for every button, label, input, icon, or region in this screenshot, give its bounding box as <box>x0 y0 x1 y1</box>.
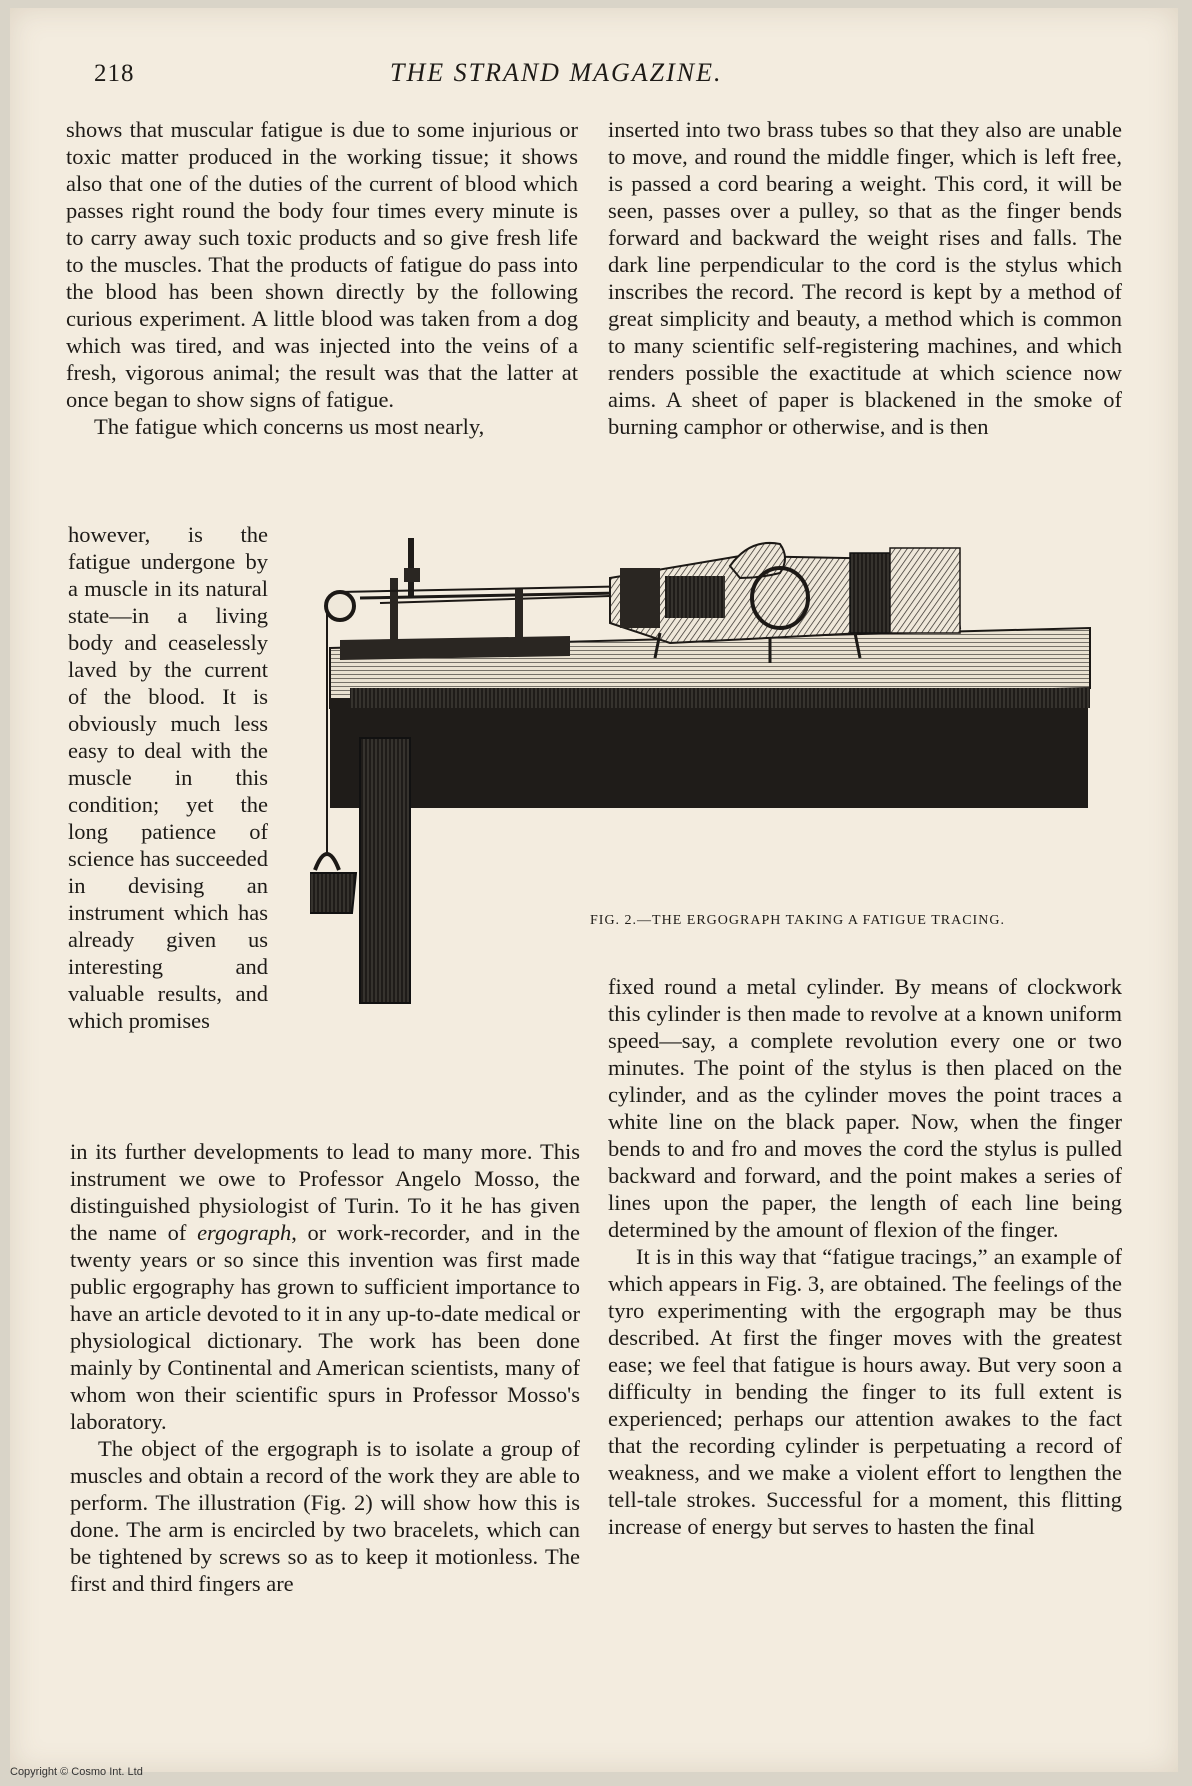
cord-horizontal <box>340 586 640 592</box>
paragraph-intro: The fatigue which concerns us most nearly, <box>94 414 485 439</box>
magazine-title: THE STRAND MAGAZINE. <box>390 58 723 87</box>
base-plank <box>340 636 570 660</box>
ergograph-term: ergograph <box>197 1220 292 1245</box>
paragraph-brass-tubes: inserted into two brass tubes so that they also are unable to move, and round the middle finger, which is left free, is passed a cord bearing a weight. This cord, it will be seen, passes over a pulley, so that as the finger bends forward and backward the weight rises and falls. The dark line perpendicular to the cord is the stylus which inscribes the record. The record is kept by a method of great simplicity and beauty, a method which is common to many scientific self-registering machines, and which renders possible the exactitude at which science now aims. A sheet of paper is blackened in the smoke of burning camphor or otherwise, and is then <box>608 117 1122 439</box>
ergograph-illustration <box>310 538 1102 1098</box>
paragraph-fatigue-tracings: It is in this way that “fatigue tracings,” an example of which appears in Fig. 3, are obtained. The feelings of the tyro experimenting with the ergograph may be thus described. At first the finger moves with the greatest ease; we feel that fatigue is hours away. But very soon a difficulty in bending the finger to its full extent is experienced; perhaps our attention awakes to the fact that the recording cylinder is perpetuating a record of weakness, and we make a violent effort to lengthen the tell-tale strokes. Successful for a moment, this flitting increase of energy but serves to hasten the final <box>608 1244 1122 1539</box>
paragraph-fatigue-toxic: shows that muscular fatigue is due to some injurious or toxic matter produced in the working tissue; it shows also that one of the duties of the current of blood which passes right round the body four times every minute is to carry away such toxic products and so give fresh life to the muscles. That the products of fatigue do pass into the blood has been shown directly by the following curious experiment. A little blood was taken from a dog which was tired, and was injected into the veins of a fresh, vigorous animal; the result was that the latter at once began to show signs of fatigue. <box>66 117 578 412</box>
page-number: 218 <box>94 60 135 87</box>
paragraph-mosso <box>70 1138 580 1435</box>
left-column-top <box>66 116 578 440</box>
left-column-bottom <box>70 1138 580 1597</box>
mosso-text-b: , or work-recorder, and in the twenty years or so since this invention was first made public ergography has grown to sufficient importance to have an article devoted to it in any up-to-date medical or physiological dictionary. The work has been done mainly by Continental and American scientists, many of whom won their scientific spurs in Professor Mosso's laboratory. <box>70 1220 580 1434</box>
figure-caption: FIG. 2.—THE ERGOGRAPH TAKING A FATIGUE TRACING. <box>590 913 1005 928</box>
paragraph-object: The object of the ergograph is to isolate a group of muscles and obtain a record of the work they are able to perform. The illustration (Fig. 2) will show how this is done. The arm is encircled by two bracelets, which can be tightened by screws so as to keep it motionless. The first and third fingers are <box>70 1436 580 1596</box>
pulley <box>326 592 354 620</box>
left-column-narrow-wrap: however, is the fatigue undergone by a muscle in its natural state—in a living body and ceaselessly laved by the current of the blood. It is obviously much less easy to deal with the muscle in this condition; yet the long patience of science has succeeded in devising an instrument which has already given us interesting and valuable results, and which promises <box>68 522 268 1033</box>
table <box>330 628 1090 1003</box>
right-column-top <box>608 116 1122 440</box>
weight <box>310 854 356 913</box>
page-header <box>10 54 1178 94</box>
paragraph-cylinder: fixed round a metal cylinder. By means of clockwork this cylinder is then made to revolve at a known uniform speed—say, a complete revolution every one or two minutes. The point of the stylus is then placed on the cylinder, and as the cylinder moves the point traces a white line on the black paper. Now, when the finger bends to and fro and moves the cord the stylus is pulled backward and forward, and the point makes a series of lines upon the paper, the length of each line being determined by the amount of flexion of the finger. <box>608 974 1122 1242</box>
stylus <box>404 538 420 598</box>
magazine-page <box>10 8 1178 1778</box>
copyright-notice: Copyright © Cosmo Int. Ltd <box>10 1766 143 1778</box>
mosso-text-a: in its further developments to lead to many more. This instrument we owe to Professor Angelo Mosso, the distinguished physiologist of Turin. To it he has given the name of <box>70 1139 580 1245</box>
